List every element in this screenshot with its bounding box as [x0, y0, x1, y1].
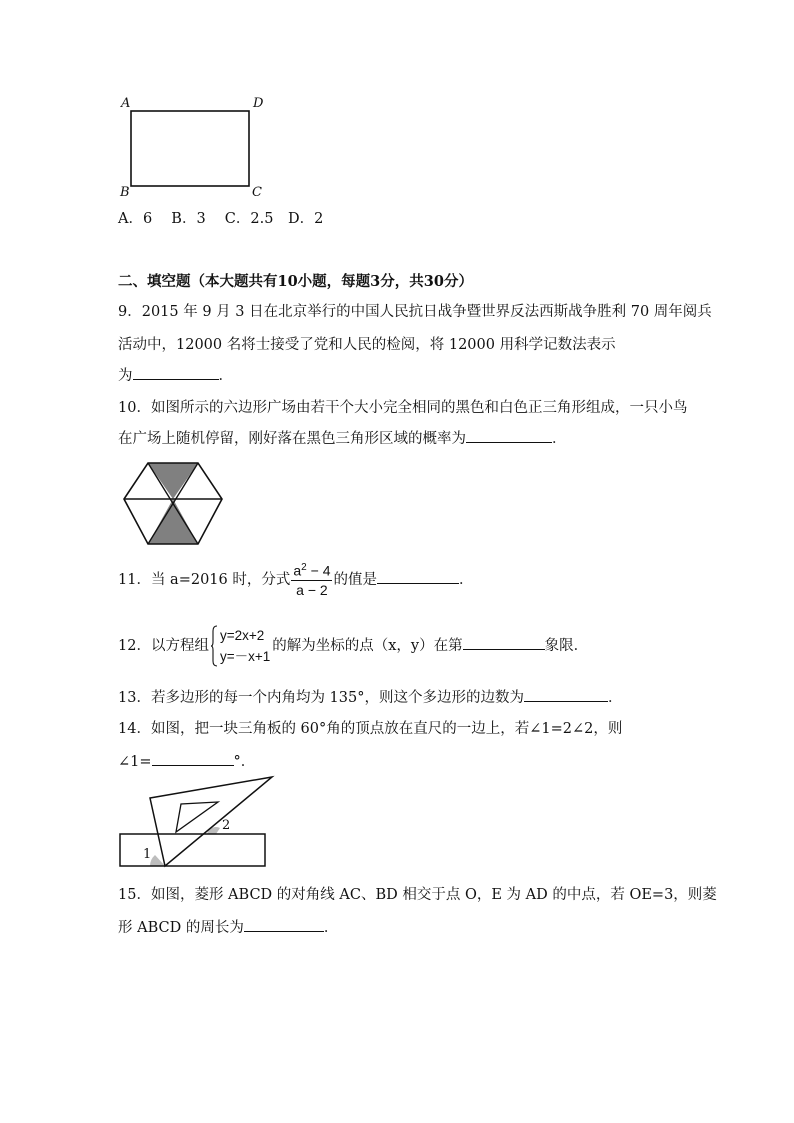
q15-suffix: ． — [323, 920, 339, 936]
q10-answer-blank[interactable] — [466, 427, 552, 443]
q14-suffix: °． — [233, 754, 256, 770]
vertex-d-label: D — [253, 96, 264, 111]
q12-prefix: 12．以方程组 — [118, 638, 209, 654]
q12-answer-blank[interactable] — [463, 634, 545, 650]
q12-equation-1: y=2x+2 — [219, 628, 265, 643]
q14-prefix: ∠1= — [118, 754, 152, 770]
q12-equation-2: y=－x+1 — [219, 649, 271, 664]
vertex-c-label: C — [252, 185, 262, 200]
q15-line2 — [118, 916, 338, 937]
q10-line1: 10．如图所示的六边形广场由若干个大小完全相同的黑色和白色正三角形组成，一只小鸟 — [118, 400, 688, 416]
q14-line2 — [118, 750, 255, 771]
left-brace-icon — [211, 626, 217, 666]
q12-mid: 的解为坐标的点（x，y）在第 — [272, 638, 463, 654]
q10-prefix: 在广场上随机停留，刚好落在黑色三角形区域的概率为 — [118, 431, 466, 447]
q12-suffix: 象限． — [544, 638, 589, 654]
q11-line — [118, 562, 473, 598]
q11-denominator: a − 2 — [296, 581, 328, 598]
set-square-outer — [150, 777, 272, 866]
q11-answer-blank[interactable] — [377, 568, 459, 584]
q11-prefix: 11．当 a=2016 时，分式 — [118, 571, 291, 588]
ruler — [120, 834, 265, 866]
q11-mid: 的值是 — [333, 571, 377, 588]
q9-line3 — [118, 364, 233, 385]
q11-numerator: $a^2 - 4$ — [293, 562, 331, 579]
q13-suffix: ． — [607, 690, 623, 706]
q14-line1: 14．如图，把一块三角板的 60°角的顶点放在直尺的一边上，若∠1=2∠2，则 — [118, 721, 623, 737]
q9-prefix: 为 — [118, 368, 133, 384]
q15-prefix: 形 ABCD 的周长为 — [118, 920, 244, 936]
q12-line — [118, 625, 588, 667]
q9-line1: 9．2015 年 9 月 3 日在北京举行的中国人民抗日战争暨世界反法西斯战争胜利 70 周年阅兵 — [118, 304, 712, 320]
angle-2-label: 2 — [222, 818, 231, 833]
q13-answer-blank[interactable] — [524, 686, 608, 702]
q13-prefix: 13．若多边形的每一个内角均为 135°，则这个多边形的边数为 — [118, 690, 524, 706]
q9-answer-blank[interactable] — [133, 364, 219, 380]
q11-fraction — [291, 562, 332, 598]
q12-equation-system — [211, 625, 270, 667]
vertex-b-label: B — [120, 185, 130, 200]
q8-options: A．6 B．3 C．2.5 D．2 — [118, 211, 324, 227]
q11-suffix: ． — [458, 571, 474, 588]
q10-suffix: ． — [552, 431, 567, 447]
q15-line1: 15．如图，菱形 ABCD 的对角线 AC、BD 相交于点 O，E 为 AD 的中点，若 OE=3，则菱 — [118, 887, 717, 903]
hexagon-black-bottom — [148, 499, 198, 544]
angle-1-label: 1 — [143, 847, 152, 862]
section2-title: 二、填空题（本大题共有10小题，每题3分，共30分） — [118, 273, 473, 290]
q14-answer-blank[interactable] — [152, 750, 234, 766]
q9-suffix: ． — [218, 368, 233, 384]
vertex-a-label: A — [121, 96, 131, 111]
q15-answer-blank[interactable] — [244, 916, 324, 932]
ruler-triangle-svg — [0, 0, 1, 1]
hexagon-black-top — [148, 463, 198, 499]
q9-line2: 活动中，12000 名将士接受了党和人民的检阅，将 12000 用科学记数法表示 — [118, 337, 616, 353]
angle-2-mark — [207, 827, 220, 834]
q13-line — [118, 686, 622, 707]
q10-line2 — [118, 427, 567, 448]
